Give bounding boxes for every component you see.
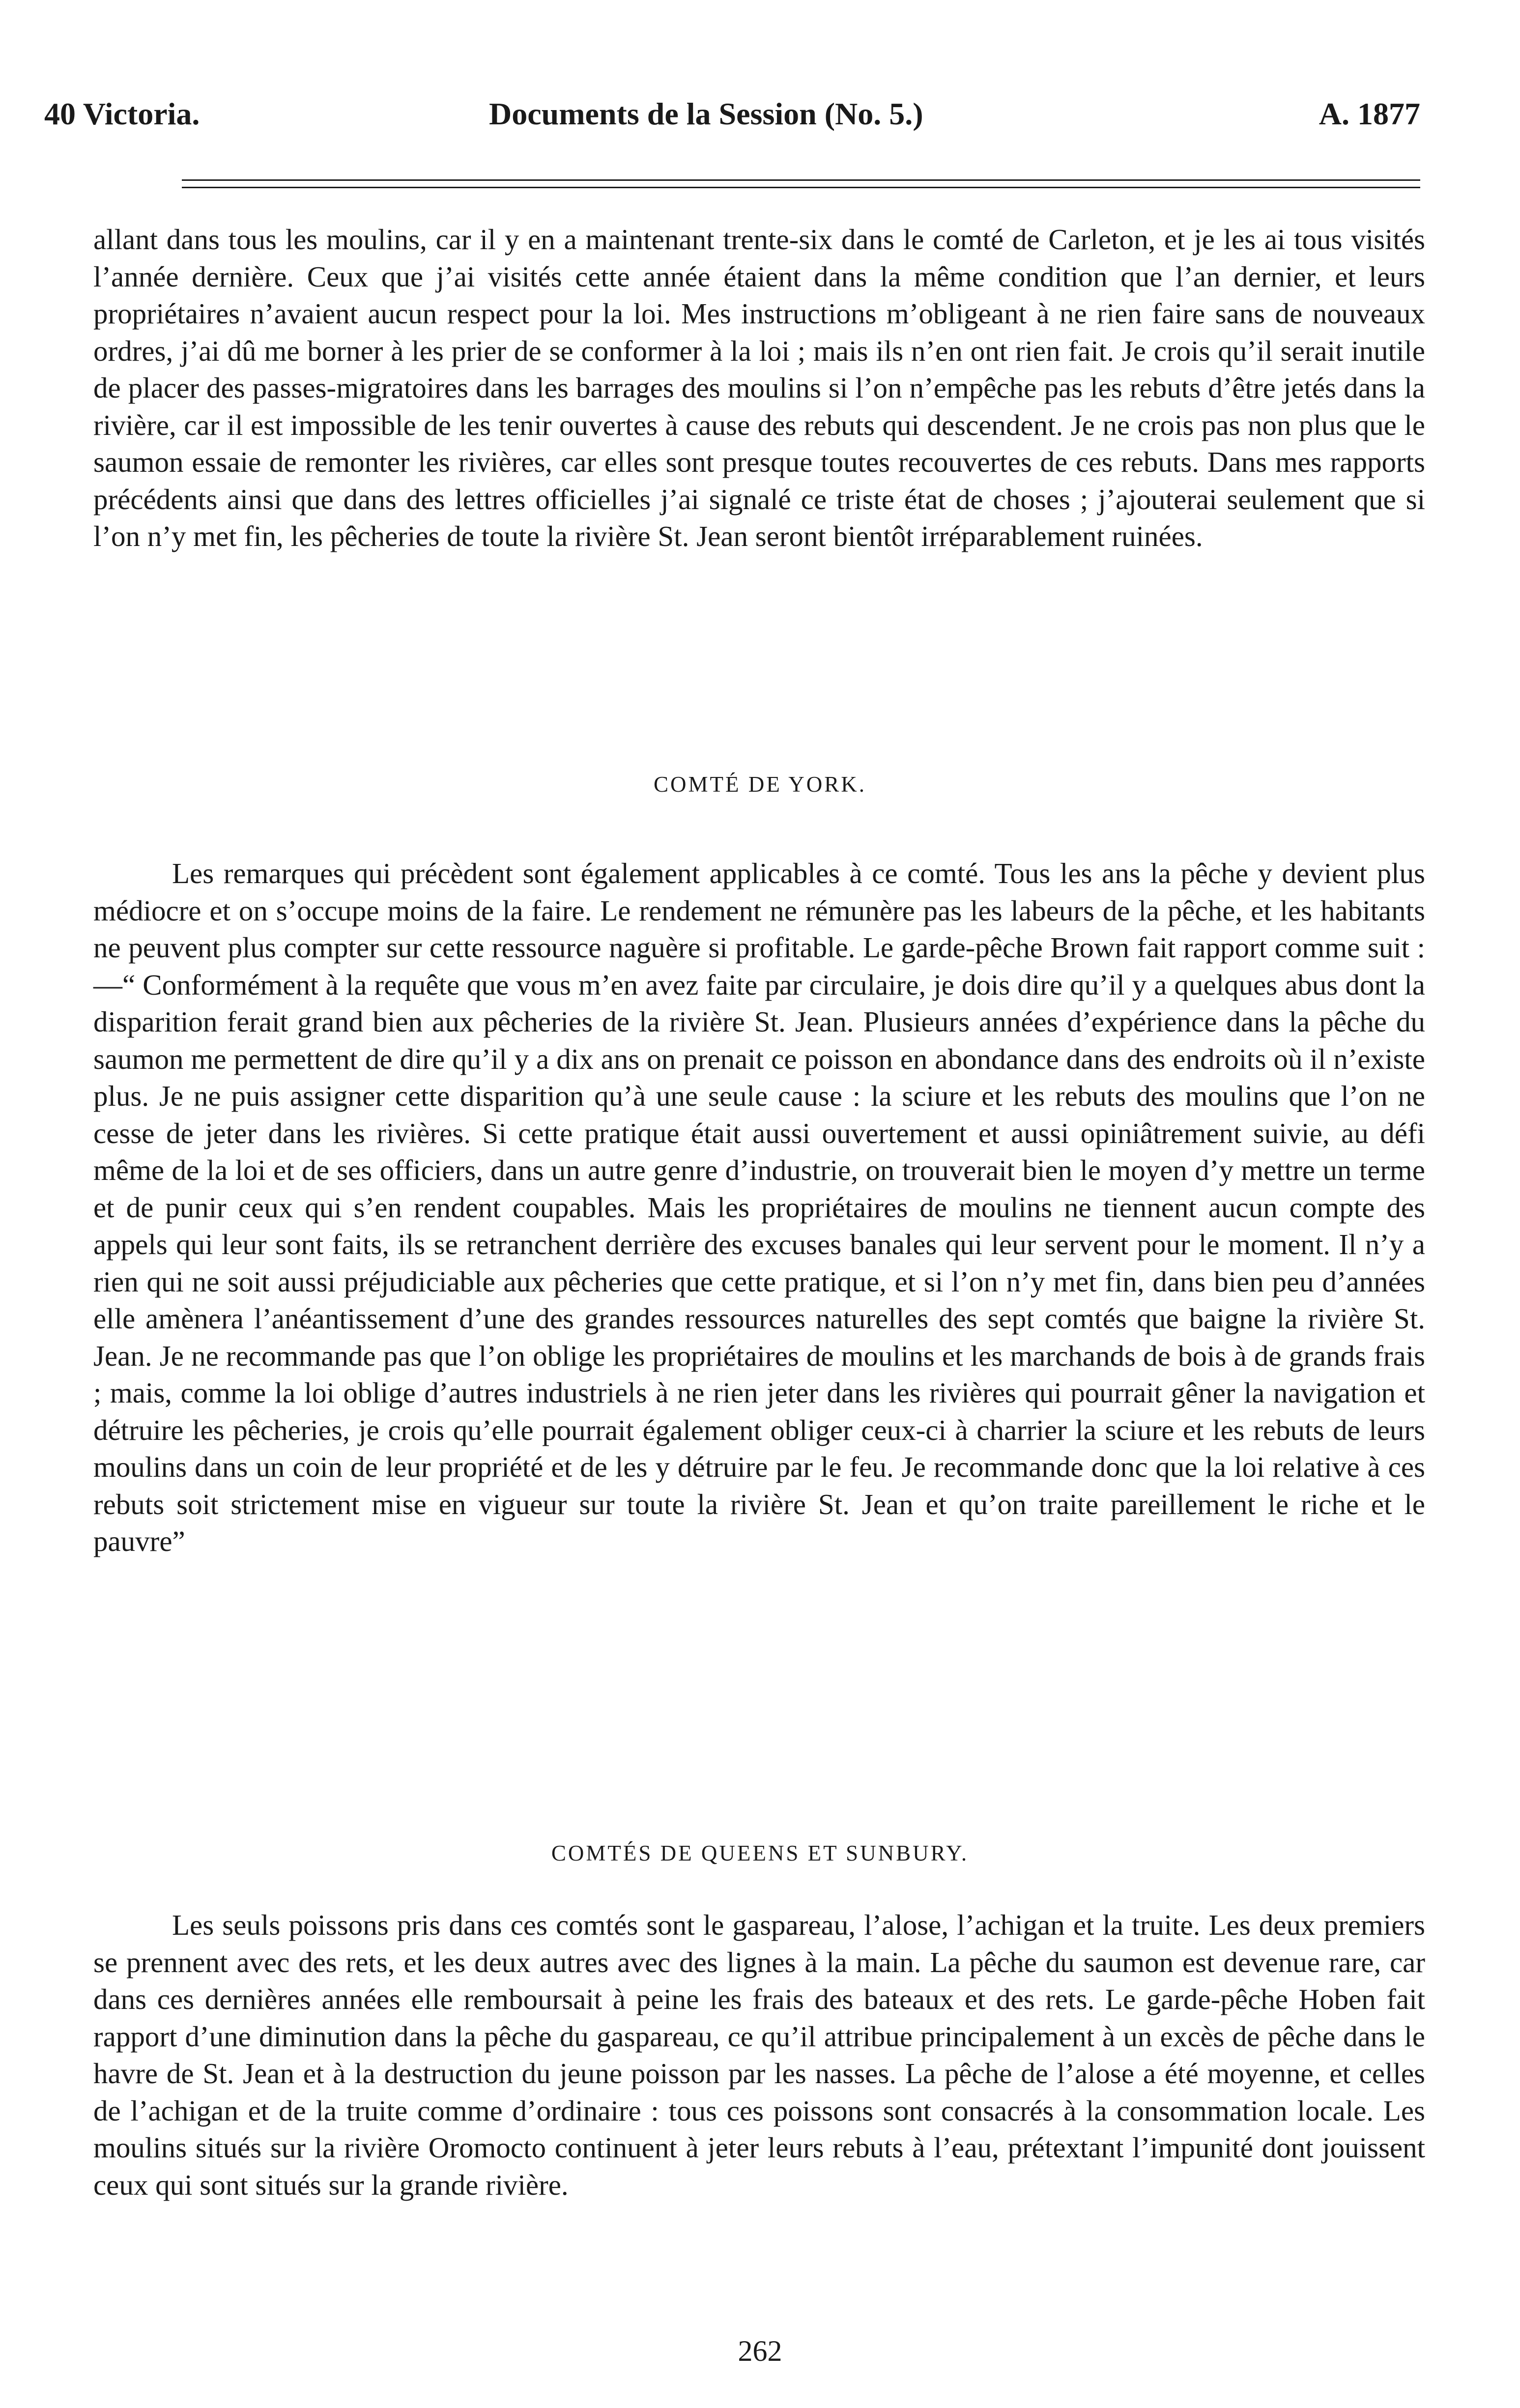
body-paragraph-queens-sunbury: Les seuls poissons pris dans ces comtés sont le gaspareau, l’alose, l’achigan et la truite. Les deux premiers se prennent avec des rets, et les deux autres avec des lignes à la main. La pêche du saumon est devenue rare, car dans ces dernières années elle remboursait à peine les frais des bateaux et des rets. Le garde-pêche Hoben fait rapport d’une diminution dans la pêche du gaspareau, ce qu’il attribue principalement à un excès de pêche dans le havre de St. Jean et à la destruction du jeune poisson par les nasses. La pêche de l’alose a été moyenne, et celles de l’achigan et de la truite comme d’ordinaire : tous ces poissons sont consacrés à la consommation locale. Les moulins situés sur la rivière Oromocto continuent à jeter leurs rebuts à l’eau, prétextant l’impunité dont jouissent ceux qui sont situés sur la grande rivière. [93, 1909, 1425, 2201]
header-rule-top [182, 179, 1420, 181]
header-regnal-year: 40 Victoria. [44, 96, 200, 131]
body-paragraph-york: Les remarques qui précèdent sont également applicables à ce comté. Tous les ans la pêche y devient plus médiocre et on s’occupe moins de la faire. Le rendement ne rémunère pas les labeurs de la pêche, et les habitants ne peuvent plus compter sur cette ressource naguère si profitable. Le garde-pêche Brown fait rapport comme suit :—“ Conformément à la requête que vous m’en avez faite par circulaire, je dois dire qu’il y a quelques abus dont la disparition ferait grand bien aux pêcheries de la rivière St. Jean. Plusieurs années d’expérience dans la pêche du saumon me permettent de dire qu’il y a dix ans on prenait ce poisson en abondance dans des endroits où il n’existe plus. Je ne puis assigner cette disparition qu’à une seule cause : la sciure et les rebuts des moulins que l’on ne cesse de jeter dans les rivières. Si cette pratique était aussi ouvertement et aussi opiniâtrement suivie, au défi même de la loi et de ses officiers, dans un autre genre d’industrie, on trouverait bien le moyen d’y mettre un terme et de punir ceux qui s’en rendent coupables. Mais les propriétaires de moulins ne tiennent aucun compte des appels qui leur sont faits, ils se retranchent derrière des excuses banales qui leur servent pour le moment. Il n’y a rien qui ne soit aussi préjudiciable aux pêcheries que cette pratique, et si l’on n’y met fin, dans bien peu d’années elle amènera l’anéantissement d’une des grandes ressources naturelles des sept comtés que baigne la rivière St. Jean. Je ne recommande pas que l’on oblige les propriétaires de moulins et les marchands de bois à de grands frais ; mais, comme la loi oblige d’autres industriels à ne rien jeter dans les rivières qui pourrait gêner la navigation et détruire les pêcheries, je crois qu’elle pourrait également obliger ceux-ci à charrier la sciure et les rebuts de leurs moulins dans un coin de leur propriété et de les y détruire par le feu. Je recommande donc que la loi relative à ces rebuts soit strictement mise en vigueur sur toute la rivière St. Jean et qu’on traite pareillement le riche et le pauvre” [93, 857, 1425, 1557]
section-heading-queens-sunbury: COMTÉS DE QUEENS ET SUNBURY. [551, 1841, 969, 1865]
section-heading-york: COMTÉ DE YORK. [653, 772, 867, 797]
header-publication-title: Documents de la Session (No. 5.) [489, 96, 923, 131]
running-header [44, 96, 1420, 140]
header-year: A. 1877 [1319, 96, 1420, 131]
header-rule-bottom [182, 187, 1420, 188]
page-number: 262 [738, 2335, 782, 2367]
body-paragraph-continued: allant dans tous les moulins, car il y en a maintenant trente-six dans le comté de Carleton, et je les ai tous visités l’année dernière. Ceux que j’ai visités cette année étaient dans la même condition que l’an dernier, et leurs propriétaires n’avaient aucun respect pour la loi. Mes instructions m’obligeant à ne rien faire sans de nouveaux ordres, j’ai dû me borner à les prier de se conformer à la loi ; mais ils n’en ont rien fait. Je crois qu’il serait inutile de placer des passes-migratoires dans les barrages des moulins si l’on n’empêche pas les rebuts d’être jetés dans la rivière, car il est impossible de les tenir ouvertes à cause des rebuts qui descendent. Je ne crois pas non plus que le saumon essaie de remonter les rivières, car elles sont presque toutes recouvertes de ces rebuts. Dans mes rapports précédents ainsi que dans des lettres officielles j’ai signalé ce triste état de choses ; j’ajouterai seulement que si l’on n’y met fin, les pêcheries de toute la rivière St. Jean seront bientôt irréparablement ruinées. [93, 223, 1425, 552]
